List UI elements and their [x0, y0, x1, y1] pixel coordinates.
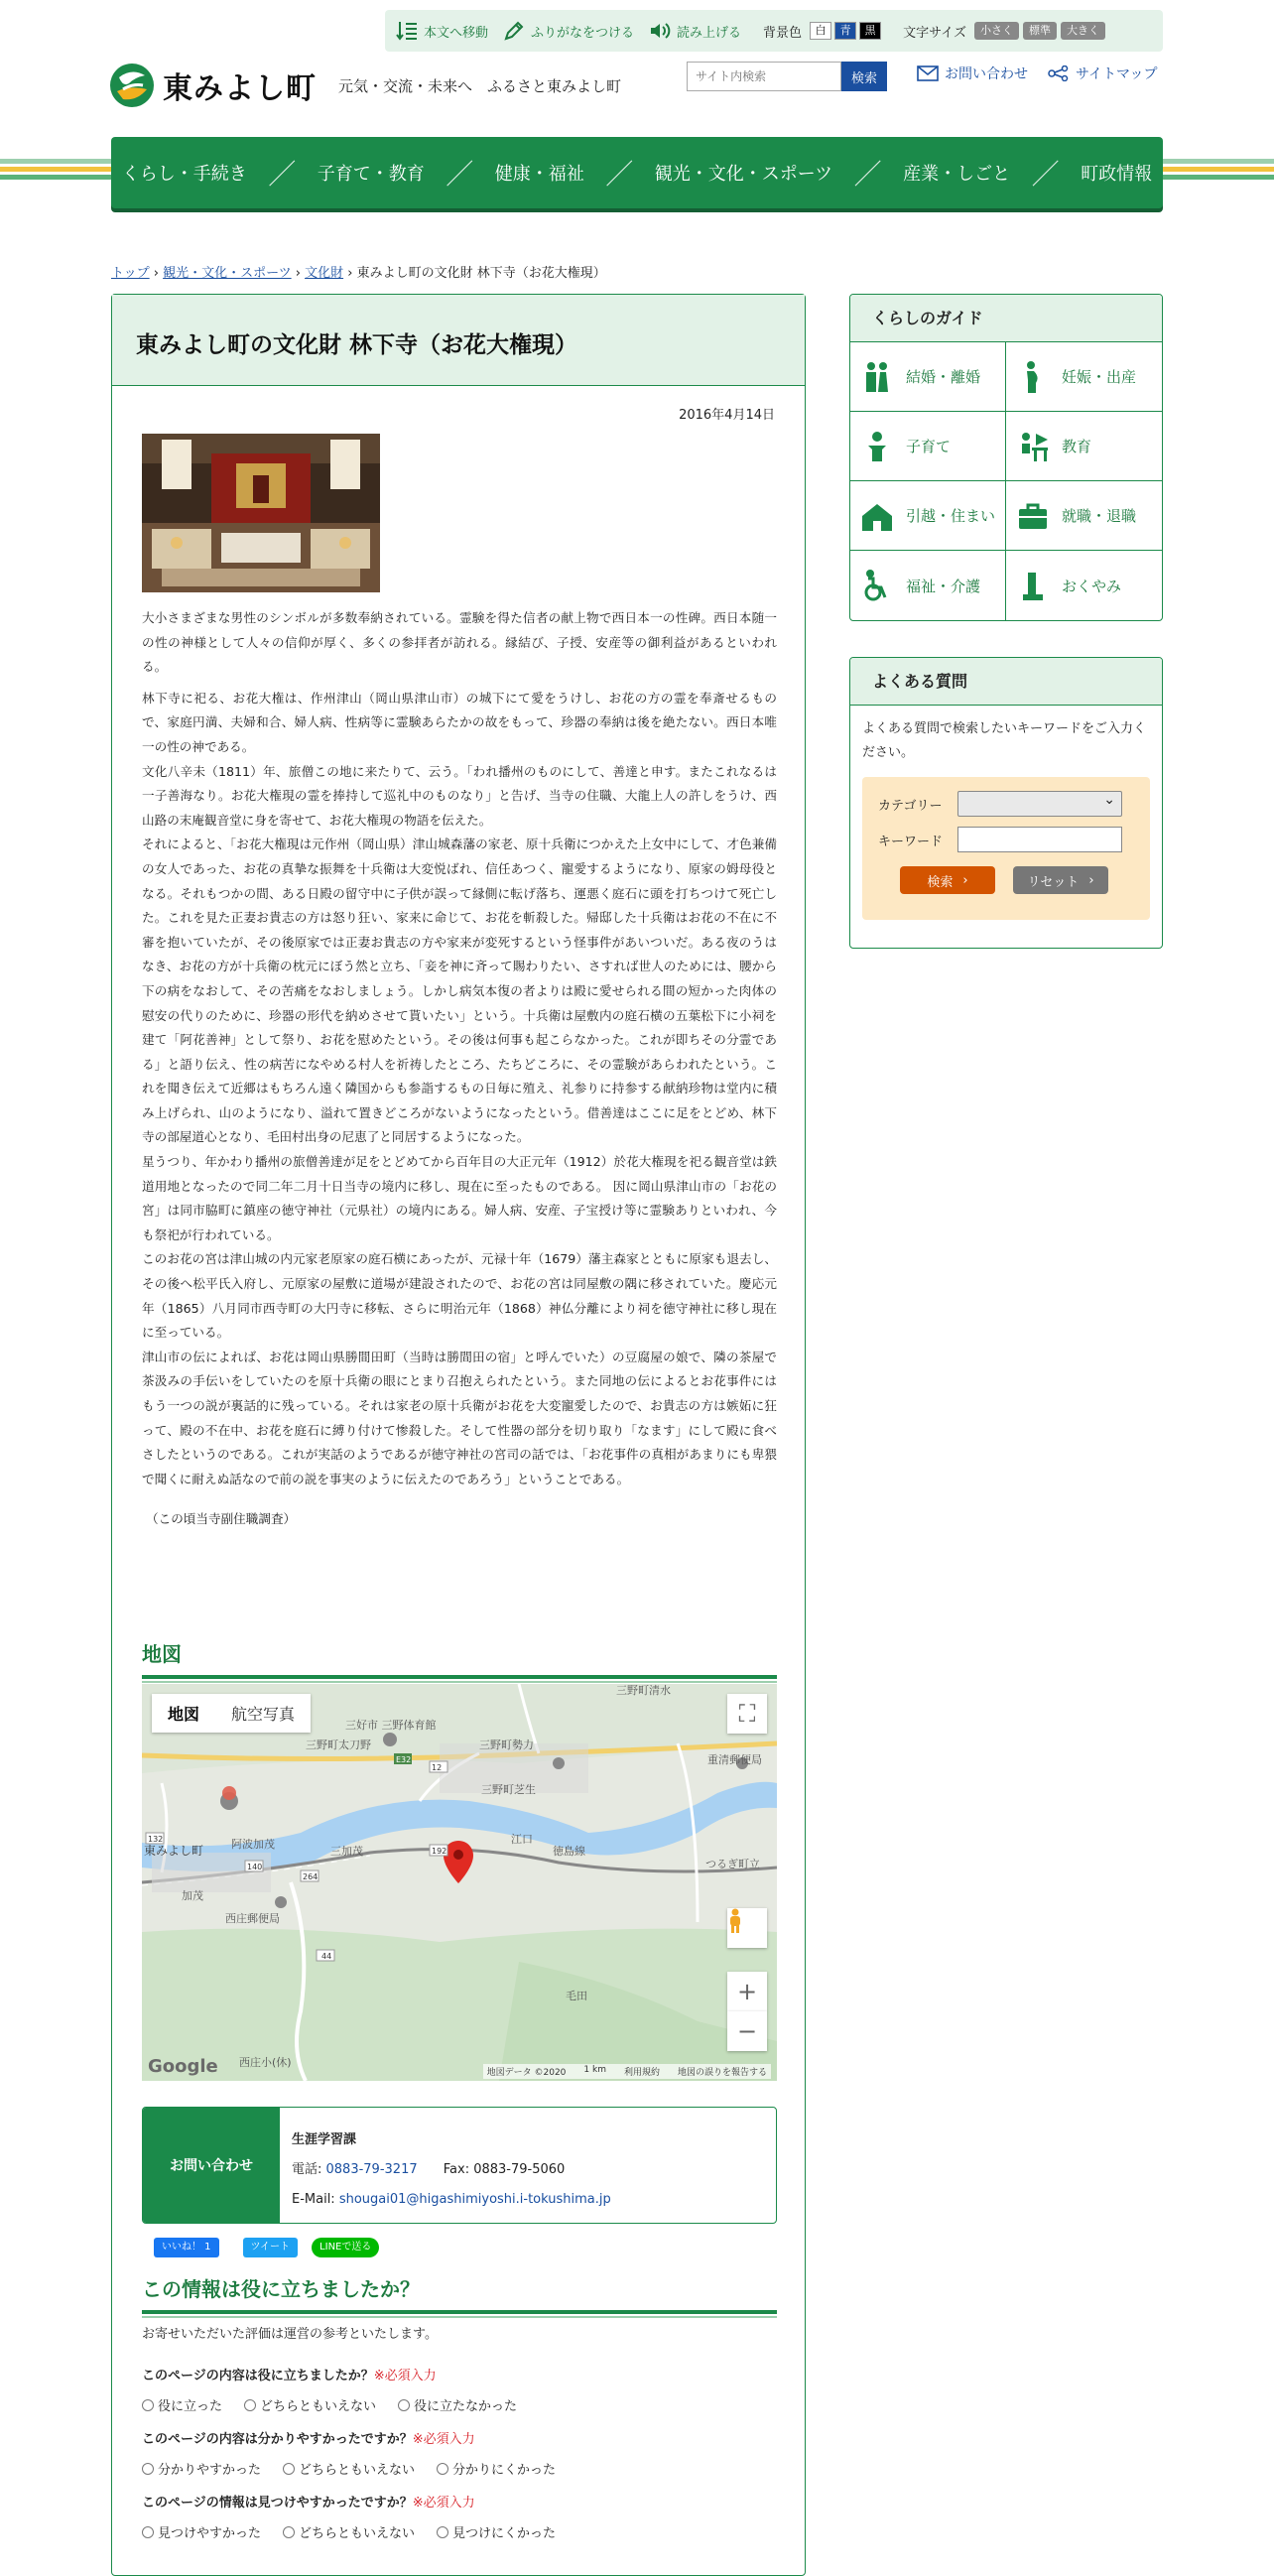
radio-option[interactable]: 分かりにくかった: [437, 2459, 556, 2478]
map-scale: 1 km: [583, 2065, 606, 2075]
breadcrumb: トップ › 観光・文化・スポーツ › 文化財 › 東みよし町の文化財 林下寺（お花大権現）: [111, 266, 606, 281]
student-desk-icon: [1016, 430, 1050, 463]
breadcrumb-subcategory[interactable]: 文化財: [305, 266, 344, 281]
pegman-icon: [727, 1908, 743, 1934]
map-label: 西庄小(休): [239, 2056, 292, 2069]
feedback-question-useful: このページの内容は役に立ちましたか？※必須入力 役に立った どちらともいえない 役に立たなかった: [142, 2369, 518, 2414]
couple-icon: [860, 360, 894, 394]
radio-option[interactable]: 見つけやすかった: [142, 2522, 261, 2541]
street-view-button[interactable]: [727, 1908, 767, 1948]
guide-bereavement[interactable]: おくやみ: [1006, 551, 1162, 620]
map-canvas: [142, 1684, 777, 2081]
utility-bar: [385, 10, 1163, 52]
map-terms-link[interactable]: 利用規約: [623, 2068, 660, 2078]
nav-tourism[interactable]: 観光・文化・スポーツ: [654, 164, 833, 185]
tweet-button[interactable]: ツイート: [243, 2238, 299, 2257]
bg-color-label: 背景色: [763, 25, 803, 41]
route-label: 132: [148, 1835, 164, 1844]
map-type-tabs: [152, 1694, 311, 1733]
temple-photo: [142, 434, 380, 592]
contact-email-link[interactable]: shougai01@higashimiyoshi.i-tokushima.jp: [338, 2192, 611, 2207]
map-label: 江口: [511, 1833, 533, 1846]
keyword-input[interactable]: [957, 827, 1122, 852]
contact-heading: お問い合わせ: [143, 2108, 280, 2223]
map-label: 三好市 三野体育館: [345, 1719, 437, 1732]
guide-pregnancy[interactable]: 妊娠・出産: [1006, 342, 1162, 412]
contact-box: [142, 2107, 777, 2224]
radio-option[interactable]: 役に立った: [142, 2395, 222, 2414]
contact-phone-link[interactable]: 0883-79-3217: [325, 2162, 418, 2177]
article-paragraph: 文化八辛未（1811）年、旅僧この地に来たりて、云う。「われ播州のものにして、善達と申す。またこれなるは一子善海なり。お花大権現の霊を捧持して巡礼中のものなり」と告げ、当寺の住職、大龍上人の許しをうけ、西山路の末庵観音堂に身を寄せて、お花大権現の物語を伝えた。: [142, 763, 777, 828]
life-guide-panel: [849, 294, 1163, 621]
nav-living[interactable]: くらし・手続き: [121, 164, 247, 185]
feedback-question-findability: このページの情報は見つけやすかったですか？※必須入力 見つけやすかった どちらともいえない 見つけにくかった: [142, 2496, 557, 2541]
bg-black-button[interactable]: 黒: [859, 22, 881, 40]
nav-childcare[interactable]: 子育て・教育: [317, 164, 425, 185]
category-label: カテゴリー: [878, 798, 943, 814]
zoom-out-button[interactable]: [727, 2011, 767, 2051]
radio-option[interactable]: どちらともいえない: [244, 2395, 376, 2414]
facebook-like-button[interactable]: いいね！ 1: [154, 2238, 219, 2257]
map-report-link[interactable]: 地図の誤りを報告する: [677, 2068, 767, 2078]
bg-white-button[interactable]: 白: [810, 22, 831, 40]
radio-icon: [142, 2463, 154, 2475]
font-large-button[interactable]: 大きく: [1061, 22, 1105, 40]
radio-icon: [142, 2526, 154, 2538]
faq-title: よくある質問: [850, 658, 1162, 706]
contact-link[interactable]: お問い合わせ: [917, 64, 1028, 83]
nav-divider: ／: [446, 158, 474, 191]
contact-fax: Fax: 0883-79-5060: [443, 2162, 566, 2177]
guide-marriage[interactable]: 結婚・離婚: [850, 342, 1006, 412]
map-label: 阿波加茂: [231, 1838, 275, 1851]
nav-government[interactable]: 町政情報: [1081, 164, 1153, 185]
guide-housing[interactable]: 引越・住まい: [850, 481, 1006, 551]
radio-option[interactable]: 分かりやすかった: [142, 2459, 261, 2478]
furigana-button[interactable]: ふりがなをつける: [502, 19, 634, 43]
map-label: つるぎ町立: [705, 1858, 760, 1870]
category-select[interactable]: [957, 791, 1122, 817]
feedback-question-clarity: このページの内容は分かりやすかったですか？※必須入力 分かりやすかった どちらともいえない 分かりにくかった: [142, 2432, 557, 2478]
bg-blue-button[interactable]: 青: [834, 22, 856, 40]
required-mark: ※必須入力: [412, 2432, 475, 2447]
nav-industry[interactable]: 産業・しごと: [903, 164, 1011, 185]
font-small-button[interactable]: 小さく: [974, 22, 1019, 40]
wheelchair-icon: [860, 569, 894, 602]
required-mark: ※必須入力: [373, 2369, 437, 2383]
global-nav: [111, 137, 1163, 208]
breadcrumb-top[interactable]: トップ: [111, 266, 150, 281]
line-share-button[interactable]: LINEで送る: [312, 2238, 379, 2257]
nav-divider: ／: [605, 158, 634, 191]
social-buttons: [154, 2238, 379, 2257]
sitemap-link[interactable]: サイトマップ: [1048, 64, 1157, 83]
bg-color-options: [810, 22, 881, 40]
faq-panel: [849, 657, 1163, 949]
map-label: 西庄郵便局: [225, 1912, 280, 1925]
radio-option[interactable]: どちらともいえない: [283, 2522, 415, 2541]
route-label: 12: [432, 1763, 443, 1772]
map-label: 徳島線: [553, 1845, 585, 1858]
zoom-in-button[interactable]: [727, 1972, 767, 2011]
radio-icon: [142, 2399, 154, 2411]
font-normal-button[interactable]: 標準: [1023, 22, 1057, 40]
guide-childcare[interactable]: 子育て: [850, 412, 1006, 481]
guide-employment[interactable]: 就職・退職: [1006, 481, 1162, 551]
fullscreen-icon: ⛶: [738, 1700, 756, 1728]
feedback-intro: お寄せいただいた評価は運営の参考といたします。: [142, 2327, 438, 2342]
search-input[interactable]: [687, 62, 841, 91]
feedback-heading: この情報は役に立ちましたか？: [142, 2273, 777, 2314]
site-name: 東みよし町: [163, 71, 317, 106]
pregnant-icon: [1016, 360, 1050, 394]
article-body: [142, 606, 777, 1532]
faq-search-button[interactable]: 検索 ›: [900, 866, 995, 894]
map-label: 三野町清水: [616, 1684, 671, 1697]
child-icon: [860, 430, 894, 463]
map-heading: 地図: [142, 1638, 777, 1679]
radio-icon: [437, 2463, 448, 2475]
keyword-label: キーワード: [878, 834, 944, 849]
map-label: 毛田: [566, 1990, 587, 2002]
map-label: 三加茂: [330, 1845, 363, 1858]
read-aloud-button[interactable]: 読み上げる: [648, 19, 741, 43]
radio-icon: [283, 2463, 295, 2475]
radio-icon: [244, 2399, 256, 2411]
map-label: 三野町太刀野: [306, 1739, 371, 1751]
life-guide-title: くらしのガイド: [850, 295, 1162, 342]
map-label: 三野町芝生: [481, 1783, 536, 1796]
required-mark: ※必須入力: [412, 2496, 475, 2511]
skip-icon: [395, 19, 419, 43]
site-search: [687, 62, 887, 91]
font-size-options: [974, 22, 1105, 40]
faq-intro: よくある質問で検索したいキーワードをご入力ください。: [862, 721, 1147, 760]
guide-education[interactable]: 教育: [1006, 412, 1162, 481]
map-label: 重清郵便局: [707, 1753, 762, 1766]
radio-icon: [437, 2526, 448, 2538]
route-label: 264: [303, 1872, 318, 1881]
mail-icon: [917, 65, 939, 81]
page-title: 東みよし町の文化財 林下寺（お花大権現）: [136, 332, 578, 358]
header-links: [917, 64, 1157, 83]
article-paragraph: それによると、「お花大権現は元作州（岡山県）津山城森藩の家老、原十兵衛につかえた上女中にして、才色兼備の女人であった、お花の真摯な振舞を十兵衛は大変悦ばれ、信任あつく、寵愛するようになり、原家の姆母役となる。それもつかの間、ある日殿の留守中に子供が誤って縁側に転げ落ち、運悪く庭石に頭を打ちつけて死亡した。これを見た正妻お貴志の方は怒り狂い、家来に命じて、お花を斬殺した。帰邸した十兵衛はお花の不在に不審を抱いていたが、その後原家では正妻お貴志の方や家来が変死するという怪事件があいついだ。ある夜のうはなき、お花の方が十兵衛の枕元にぼう然と立ち、「妾を神に斉って賜わりたい、さすれば世人のためには、腰から下の病をなおして、その苦痛をなおしましょう。しかし病気本復の者よりは殿に愛せられる間の短かった肉体の慰安の代りのために、珍器の形代を納めさせて貰いたい」という。十兵衛は屋敷内の庭石横の五葉松下に小祠を建て「阿花善神」として祭り、お花を慰めたという。その後は何事も起こらなかった。これが即ちその分霊である」と語り伝え、性の病苦になやめる村人を祈祷したところ、たちどころに、その霊験があらわれたという。これを聞き伝えて近郷はもちろん遠く隣国からも参詣するもの日毎に殖え、礼参りに持参する献納珍物は堂内に積み上げられ、山のようになり、溢れて置きどころがないようになったという。借善達はここに足をとどめ、林下寺の部屋道心となり、毛田村出身の尼恵了と同居するようになった。: [142, 837, 777, 1145]
contact-department: 生涯学習課: [292, 2132, 357, 2147]
chevron-right-icon: ›: [962, 872, 968, 888]
town-emblem-icon: [109, 60, 155, 111]
breadcrumb-category[interactable]: 観光・文化・スポーツ: [163, 266, 292, 281]
skip-to-content-link[interactable]: 本文へ移動: [395, 19, 488, 43]
map-label: 加茂: [182, 1889, 203, 1902]
faq-search-form: [862, 777, 1150, 920]
guide-welfare[interactable]: 福祉・介護: [850, 551, 1006, 620]
house-icon: [860, 499, 894, 533]
google-logo: Google: [148, 2056, 218, 2077]
font-size-label: 文字サイズ: [903, 25, 967, 41]
map-tab-map[interactable]: 地図: [168, 1705, 200, 1724]
main-content: [111, 294, 806, 2576]
radio-option[interactable]: 見つけにくかった: [437, 2522, 556, 2541]
route-label: 140: [247, 1863, 263, 1871]
article-paragraph: このお花の宮は津山城の内元家老原家の庭石横にあったが、元禄十年（1679）藩主森家とともに原家も退去し、その後へ松平氏入府し、元原家の屋敷に道場が建設されたので、お花の宮は同屋敷の隅に移されていた。慶応元年（1865）八月同市西寺町の大円寺に移転、さらに明治元年（1868）神仏分離により祠を徳守神社に移し現在に至っている。: [142, 1251, 777, 1341]
breadcrumb-current: 東みよし町の文化財 林下寺（お花大権現）: [356, 266, 606, 281]
google-map[interactable]: [142, 1684, 777, 2081]
chevron-right-icon: ›: [1088, 872, 1094, 888]
article-paragraph: 星うつり、年かわり播州の旅僧善達が足をとどめてから百年目の大正元年（1912）於花大権現を祀る観音堂は鉄道用地となったので同二年二月十日当寺の境内に移し、現在に至ったものである。 因に岡山県津山市の「お花の宮」は同市脇町に鎮座の徳守神社（元県社）の境内にある。婦人病、安産、子宝授け等に霊験ありといわれ、今も祭祀が行われている。: [142, 1154, 777, 1242]
article-paragraph: 林下寺に祀る、お花大権は、作州津山（岡山県津山市）の城下にて愛をうけし、お花の方の霊を奉斎せるもので、家庭円満、夫婦和合、婦人病、性病等に霊験あらたかの故をもって、珍器の奉納は後を絶たない。西日本唯一の性の神である。: [142, 690, 777, 754]
nav-divider: ／: [853, 158, 882, 191]
route-label: E32: [396, 1755, 412, 1764]
map-label: 三野町勢力: [479, 1739, 534, 1751]
minus-icon: −: [736, 2017, 758, 2045]
contact-details: 生涯学習課 電話: 0883-79-3217 Fax: 0883-79-5060 E-Mail: shougai01@higashimiyoshi.i-tokushima.jp: [292, 2132, 611, 2207]
briefcase-icon: [1016, 499, 1050, 533]
search-button[interactable]: 検索: [841, 62, 887, 91]
faq-reset-button[interactable]: リセット ›: [1013, 866, 1108, 894]
map-footer: [483, 2064, 771, 2079]
pencil-icon: [502, 19, 526, 43]
speaker-icon: [648, 19, 672, 43]
article-note: （この頃当寺副住職調査）: [146, 1511, 297, 1527]
map-tab-satellite[interactable]: 航空写真: [231, 1705, 296, 1724]
site-tagline: 元気・交流・未来へ ふるさと東みよし町: [338, 76, 622, 95]
route-label: 44: [321, 1952, 332, 1961]
nav-health[interactable]: 健康・福祉: [494, 164, 584, 185]
radio-option[interactable]: どちらともいえない: [283, 2459, 415, 2478]
map-label: 東みよし町: [144, 1844, 204, 1858]
site-logo[interactable]: [109, 60, 621, 111]
article-paragraph: 大小さまざまな男性のシンボルが多数奉納されている。霊験を得た信者の献上物で西日本一の性碑。西日本随一の性の神様として人々の信仰が厚く、多くの参拝者が訪れる。縁結び、子授、安産等の御利益があるといわれる。: [142, 610, 777, 675]
publish-date: 2016年4月14日: [679, 408, 775, 423]
article-paragraph: 津山市の伝によれば、お花は岡山県勝間田町（当時は勝間田の宿」と呼んでいた）の豆腐屋の娘で、隣の茶屋で茶汲みの手伝いをしていたのを原十兵衛の眼にとまり召抱えられたという。また同地の伝によるとお花事件にはもう一つの説が裏話的に残っている。それは家老の原十兵衛がお花を大変寵愛したので、お貴志の方は嫉妬に狂って、殿の不在中、お花を庭石に縛り付けて惨殺した。そして性器の部分を切り取り「なます」にして殿に食べさしたというのである。これが実話のようであるが徳守神社の宮司の話では、「お花事件の真相があまりにも卑猥で聞くに耐えぬ話なので前の説を事実のように伝えたのであろう」ということである。: [142, 1349, 777, 1486]
radio-icon: [283, 2526, 295, 2538]
fullscreen-button[interactable]: [727, 1694, 767, 1734]
memorial-icon: [1016, 569, 1050, 602]
radio-option[interactable]: 役に立たなかった: [398, 2395, 517, 2414]
route-label: 192: [432, 1847, 447, 1856]
radio-icon: [398, 2399, 410, 2411]
nav-divider: ／: [268, 158, 297, 191]
nav-divider: ／: [1031, 158, 1060, 191]
map-copyright: 地図データ ©2020: [486, 2068, 567, 2078]
plus-icon: +: [736, 1978, 758, 2005]
sitemap-icon: [1048, 65, 1070, 81]
page-title-box: [112, 295, 805, 386]
